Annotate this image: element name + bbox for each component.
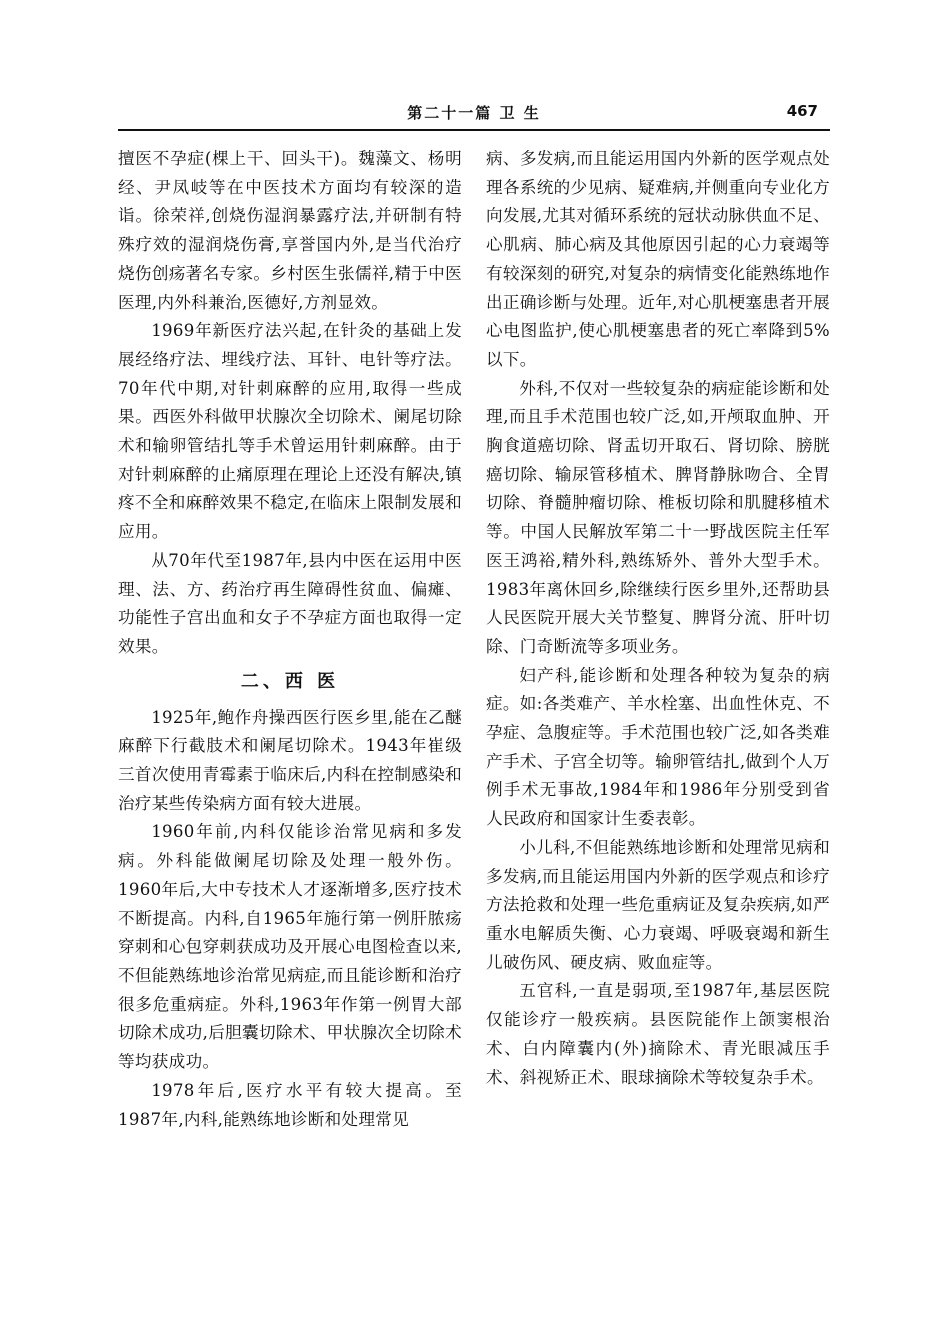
paragraph: 擅医不孕症(棵上干、回头干)。魏藻文、杨明经、尹凤岐等在中医技术方面均有较深的造诣。徐荣祥,创烧伤湿润暴露疗法,并研制有特殊疗效的湿润烧伤膏,享誉国内外,是当代治疗烧伤创疡著名专家。乡村医生张儒祥,精于中医医理,内外科兼治,医德好,方剂显效。	[118, 149, 462, 312]
paragraph: 小儿科,不但能熟练地诊断和处理常见病和多发病,而且能运用国内外新的医学观点和诊疗方法抢救和处理一些危重病证及复杂疾病,如严重水电解质失衡、心力衰竭、呼吸衰竭和新生儿破伤风、硬皮病、败血症等。	[486, 837, 830, 972]
paragraph: 五官科,一直是弱项,至1987年,基层医院仅能诊疗一般疾病。县医院能作上颌窦根治术、白内障囊内(外)摘除术、青光眼减压手术、斜视矫正术、眼球摘除术等较复杂手术。	[486, 981, 830, 1087]
header-title: 第二十一篇 卫 生	[407, 104, 541, 122]
paragraph: 从70年代至1987年,县内中医在运用中医理、法、方、药治疗再生障碍性贫血、偏瘫、功能性子宫出血和女子不孕症方面也取得一定效果。	[118, 550, 462, 656]
paragraph: 1978年后,医疗水平有较大提高。至1987年,内科,能熟练地诊断和处理常见	[118, 1080, 462, 1129]
paragraph: 1969年新医疗法兴起,在针灸的基础上发展经络疗法、埋线疗法、耳针、电针等疗法。70年代中期,对针刺麻醉的应用,取得一些成果。西医外科做甲状腺次全切除术、阑尾切除术和输卵管结扎等手术曾运用针刺麻醉。由于对针刺麻醉的止痛原理在理论上还没有解决,镇疼不全和麻醉效果不稳定,在临床上限制发展和应用。	[118, 321, 462, 542]
right-column	[486, 145, 830, 1092]
header-rule	[118, 129, 830, 131]
running-header	[118, 100, 830, 128]
page-number: 467	[786, 102, 818, 120]
left-column	[118, 145, 462, 1134]
paragraph: 外科,不仅对一些较复杂的病症能诊断和处理,而且手术范围也较广泛,如,开颅取血肿、开胸食道癌切除、肾盂切开取石、肾切除、膀胱癌切除、输尿管移植术、脾肾静脉吻合、全胃切除、脊髓肿瘤切除、椎板切除和肌腱移植术等。中国人民解放军第二十一野战医院主任军医王鸿裕,精外科,熟练矫外、普外大型手术。1983年离休回乡,除继续行医乡里外,还帮助县人民医院开展大关节整复、脾肾分流、肝叶切除、门奇断流等多项业务。	[486, 378, 830, 656]
paragraph: 1960年前,内科仅能诊治常见病和多发病。外科能做阑尾切除及处理一般外伤。1960年后,大中专技术人才逐渐增多,医疗技术不断提高。内科,自1965年施行第一例肝脓疡穿刺和心包穿刺获成功及开展心电图检查以来,不但能熟练地诊治常见病症,而且能诊断和治疗很多危重病症。外科,1963年作第一例胃大部切除术成功,后胆囊切除术、甲状腺次全切除术等均获成功。	[118, 822, 462, 1072]
paragraph: 妇产科,能诊断和处理各种较为复杂的病症。如:各类难产、羊水栓塞、出血性休克、不孕症、急腹症等。手术范围也较广泛,如各类难产手术、子宫全切等。输卵管结扎,做到个人万例手术无事故,1984年和1986年分别受到省人民政府和国家计生委表彰。	[486, 665, 830, 829]
paragraph: 1925年,鲍作舟操西医行医乡里,能在乙醚麻醉下行截肢术和阑尾切除术。1943年崔级三首次使用青霉素于临床后,内科在控制感染和治疗某些传染病方面有较大进展。	[118, 707, 462, 813]
paragraph: 病、多发病,而且能运用国内外新的医学观点处理各系统的少见病、疑难病,并侧重向专业化方向发展,尤其对循环系统的冠状动脉供血不足、心肌病、肺心病及其他原因引起的心力衰竭等有较深刻的研究,对复杂的病情变化能熟练地作出正确诊断与处理。近年,对心肌梗塞患者开展心电图监护,使心肌梗塞患者的死亡率降到5%以下。	[486, 149, 830, 369]
section-heading: 二、西 医	[240, 670, 340, 692]
